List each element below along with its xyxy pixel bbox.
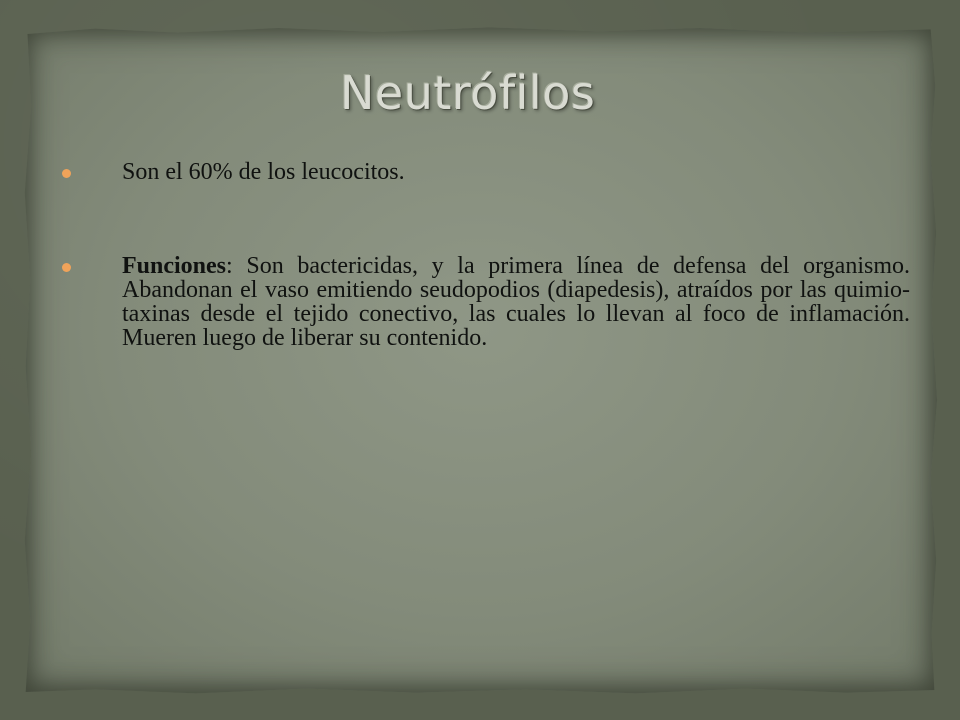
bullet-list [62,160,910,350]
bullet-item [62,254,910,350]
slide-title: Neutrófilos [340,66,596,120]
bullet-text: : Son bactericidas, y la primera línea de defensa del organismo. Abandonan el vaso emitiendo seudopodios (diapedesis), atraídos por las quimio-taxinas desde el tejido conectivo, las cuales lo llevan al foco de inflamación. Mueren luego de liberar su contenido. [122,253,910,351]
parchment-background [22,26,938,694]
bullet-dot-icon [62,169,71,178]
bullet-text: Son el 60% de los leucocitos. [122,159,405,185]
bullet-label: Funciones [122,253,227,279]
bullet-dot-icon [62,263,71,272]
bullet-item [62,160,910,184]
bullet-paragraph [122,254,910,350]
